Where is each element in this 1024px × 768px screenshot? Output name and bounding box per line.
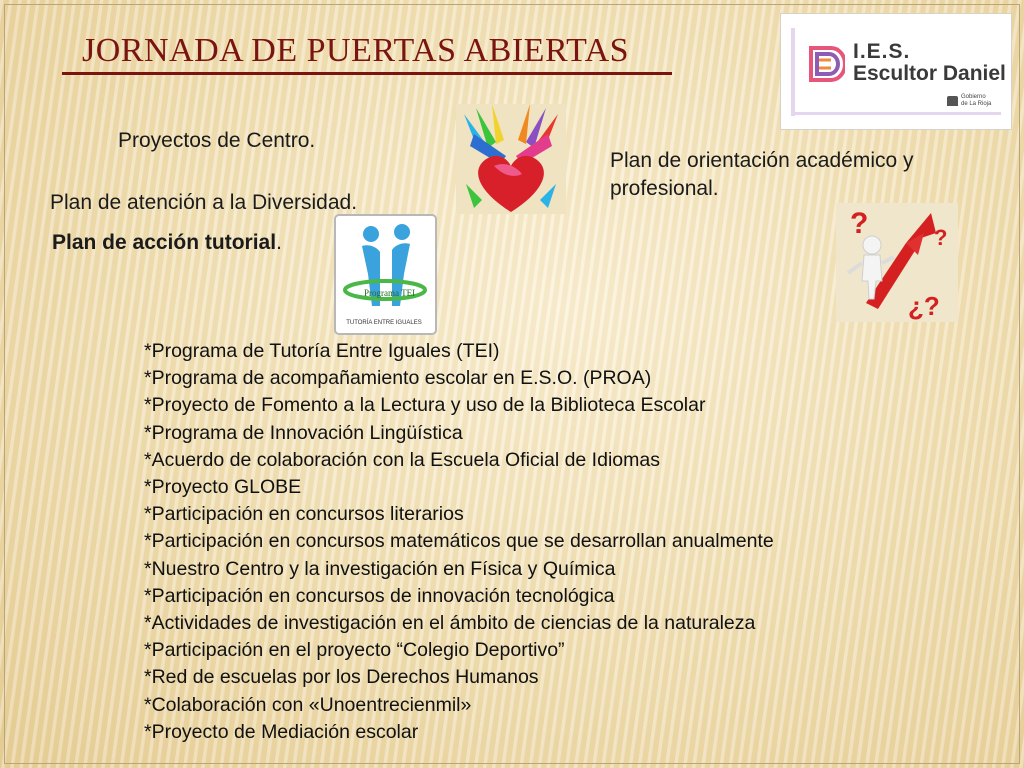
tei-ring-text: Programa TEI bbox=[364, 288, 416, 298]
list-item: *Programa de acompañamiento escolar en E.S.O. (PROA) bbox=[144, 367, 652, 390]
tutorial-plan-period: . bbox=[276, 231, 282, 254]
list-item: *Proyecto de Mediación escolar bbox=[144, 720, 419, 743]
list-item: *Actividades de investigación en el ámbito de ciencias de la naturaleza bbox=[144, 612, 756, 635]
logo-line-2: Escultor Daniel bbox=[853, 62, 1006, 85]
list-item: *Proyecto de Fomento a la Lectura y uso de la Biblioteca Escolar bbox=[144, 394, 706, 417]
question-mark-left: ? bbox=[850, 207, 869, 240]
logo-line-1: I.E.S. bbox=[853, 40, 911, 63]
tutorial-plan-label bbox=[52, 229, 282, 257]
government-crest-icon bbox=[947, 96, 958, 106]
list-item: *Acuerdo de colaboración con la Escuela Oficial de Idiomas bbox=[144, 448, 660, 471]
question-mark-right: ? bbox=[934, 225, 948, 250]
government-label-2: de La Rioja bbox=[961, 101, 992, 107]
school-emblem-icon bbox=[807, 44, 845, 84]
question-figure-image bbox=[836, 203, 958, 322]
list-item: *Proyecto GLOBE bbox=[144, 476, 302, 499]
government-logo bbox=[947, 94, 1001, 112]
list-item: *Colaboración con «Unoentrecienmil» bbox=[144, 693, 472, 716]
projects-label: Proyectos de Centro. bbox=[118, 129, 316, 152]
list-item: *Nuestro Centro y la investigación en Física y Química bbox=[144, 557, 616, 580]
page-title: JORNADA DE PUERTAS ABIERTAS bbox=[62, 30, 672, 75]
list-item: *Participación en concursos de innovación tecnológica bbox=[144, 584, 615, 607]
tutorial-plan-text: Plan de acción tutorial bbox=[52, 231, 277, 254]
question-mark-bottom: ¿? bbox=[908, 291, 940, 321]
logo-accent-line bbox=[791, 112, 1001, 115]
list-item: *Red de escuelas por los Derechos Humanos bbox=[144, 666, 539, 689]
orientation-plan-label: Plan de orientación académico y profesional. bbox=[610, 149, 914, 200]
government-label-1: Gobierno bbox=[961, 94, 986, 100]
list-item: *Programa de Tutoría Entre Iguales (TEI) bbox=[144, 340, 500, 362]
tei-caption: TUTORÍA ENTRE IGUALES bbox=[346, 320, 422, 326]
logo-accent-bar bbox=[791, 28, 795, 116]
school-logo bbox=[780, 13, 1012, 130]
list-item: *Participación en concursos literarios bbox=[144, 503, 464, 526]
list-item: *Participación en concursos matemáticos que se desarrollan anualmente bbox=[144, 530, 774, 553]
tei-program-badge bbox=[334, 214, 437, 335]
hands-heart-image bbox=[456, 104, 566, 214]
list-item: *Programa de Innovación Lingüística bbox=[144, 421, 463, 444]
programs-list bbox=[144, 338, 774, 746]
list-item: *Participación en el proyecto “Colegio Deportivo” bbox=[144, 639, 565, 662]
diversity-plan-label: Plan de atención a la Diversidad. bbox=[50, 191, 358, 214]
